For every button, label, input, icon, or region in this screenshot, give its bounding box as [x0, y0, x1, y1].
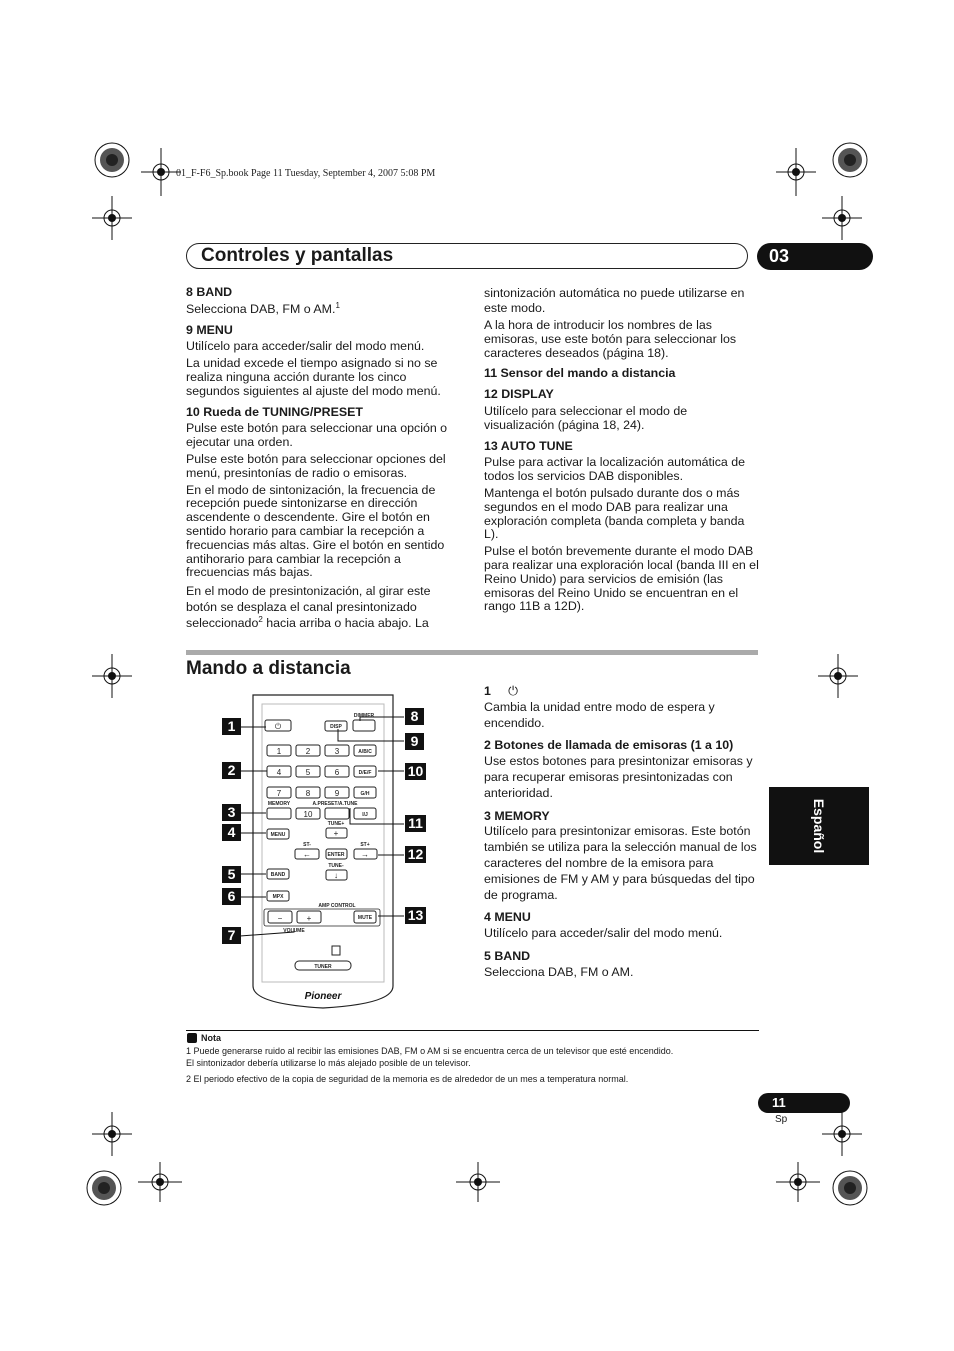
callout-leader-lines: [240, 700, 410, 940]
remote-key-10-label: 10: [303, 810, 313, 819]
svg-text:↓: ↓: [334, 871, 338, 880]
remote-memory-label: MEMORY: [267, 801, 291, 807]
remote-key-ij-label: I/J: [362, 812, 368, 818]
remote-amp-control-label: AMP CONTROL: [318, 903, 356, 909]
registration-mark-bottom-left: [82, 1160, 142, 1210]
remote-disp-label: DISP: [330, 724, 342, 730]
remote-tune-plus-label: TUNE+: [327, 821, 345, 827]
display-heading: 12 DISPLAY: [484, 387, 554, 402]
svg-text:←: ←: [303, 850, 311, 859]
crosshair-mark: [818, 654, 858, 698]
crosshair-mark: [822, 196, 862, 240]
callout-9: 9: [405, 733, 424, 750]
crosshair-mark: [776, 1162, 820, 1202]
remote-enter-label: ENTER: [327, 852, 345, 858]
autotune-heading: 13 AUTO TUNE: [484, 438, 573, 453]
callout-2: 2: [222, 762, 241, 779]
autotune-text: Pulse para activar la localización automática de todos los servicios DAB disponibles.: [484, 455, 746, 484]
remote-key-8-label: 8: [305, 789, 311, 798]
autotune-text: Pulse el botón brevemente durante el modo DAB para realizar una exploración local (banda III en el Reino Unido) para servicios de emisión (las emisoras del Reino Unido se encuentran en el rango 11B a 12D).: [484, 544, 759, 614]
remote-menu-label: MENU: [270, 832, 286, 838]
power-icon: ⏻: [508, 684, 518, 698]
remote-volume-label: VOLUME: [283, 928, 305, 934]
callout-11: 11: [405, 815, 426, 832]
file-info: 01_F-F6_Sp.book Page 11 Tuesday, September 4, 2007 5:08 PM: [176, 168, 436, 179]
remote-key-9-label: 9: [334, 789, 340, 798]
registration-mark-top-left: [82, 140, 142, 200]
crosshair-mark: [822, 1112, 862, 1156]
tuning-text: Pulse este botón para seleccionar opciones del menú, presintonías de radio o emisoras.: [186, 451, 446, 480]
registration-mark-bottom-right: [820, 1160, 880, 1210]
item-1-text: Cambia la unidad entre modo de espera y encendido.: [484, 699, 715, 730]
crosshair-mark: [92, 196, 132, 240]
item-4-text: Utilícelo para acceder/salir del modo menú.: [484, 926, 723, 941]
note-icon: [187, 1033, 197, 1043]
remote-key-4-label: 4: [276, 768, 282, 777]
continued-text: sintonización automática no puede utilizarse en este modo.: [484, 286, 745, 315]
remote-key-6-label: 6: [334, 768, 340, 777]
callout-10: 10: [405, 763, 426, 780]
callout-6: 6: [222, 888, 241, 905]
svg-text:⏻: ⏻: [274, 722, 282, 731]
remote-key-5-label: 5: [305, 768, 311, 777]
remote-brand-logo: Pioneer: [304, 991, 342, 1002]
section-rule: [186, 650, 758, 655]
callout-7: 7: [222, 927, 241, 944]
page-language: Sp: [775, 1114, 788, 1125]
band-heading: 8 BAND: [186, 285, 233, 299]
crosshair-mark: [456, 1162, 500, 1202]
remote-st-plus-label: ST+: [360, 842, 370, 848]
crosshair-mark: [92, 654, 132, 698]
note-text: [186, 1045, 673, 1085]
svg-text:→: →: [361, 850, 369, 859]
section-title: Mando a distancia: [186, 658, 351, 679]
left-column: [186, 286, 462, 631]
page-title: Controles y pantallas: [201, 245, 394, 266]
callout-8: 8: [405, 708, 424, 725]
note-1-cont: El sintonizador debería utilizarse lo más alejado posible de un televisor.: [186, 1058, 471, 1068]
remote-key-1-label: 1: [276, 747, 282, 756]
crosshair-mark: [141, 148, 181, 196]
callout-5: 5: [222, 866, 241, 883]
remote-mpx-label: MPX: [272, 894, 284, 900]
item-3-text: Utilícelo para presintonizar emisoras. Este botón también se utiliza para la selección manual de los caracteres del nombre de la emisora para emisiones de FM y AM y para búsquedas del tipo de programa.: [484, 824, 757, 902]
remote-apreset-label: A.PRESET/A.TUNE: [312, 801, 358, 807]
tuning-text: En el modo de sintonización, la frecuencia de recepción puede sintonizarse en dirección ascendente o descendente. Gire el botón en sentido horario para cambiar la recepción a frecuencias más altas. Gire el botón en sentido antihorario para cambiar la recepción a frecuencias más bajas.: [186, 482, 445, 580]
callout-1: 1: [222, 718, 241, 735]
callout-3: 3: [222, 804, 241, 821]
chapter-badge: 03: [757, 243, 873, 270]
svg-text:+: +: [333, 829, 339, 838]
menu-text: Utilícelo para acceder/salir del modo menú.: [186, 339, 425, 354]
tuning-text: Pulse este botón para seleccionar una opción o ejecutar una orden.: [186, 421, 448, 450]
callout-4: 4: [222, 824, 241, 841]
note-2: 2 El periodo efectivo de la copia de seguridad de la memoria es de alrededor de un mes a temperatura normal.: [186, 1074, 629, 1084]
language-tab-label: Español: [811, 798, 827, 854]
item-5-text: Selecciona DAB, FM o AM.: [484, 964, 634, 979]
crosshair-mark: [92, 1112, 132, 1156]
item-5-heading: 5 BAND: [484, 948, 531, 963]
tuning-heading: 10 Rueda de TUNING/PRESET: [186, 404, 363, 419]
item-2-heading: 2 Botones de llamada de emisoras (1 a 10): [484, 738, 734, 753]
callout-12: 12: [405, 846, 426, 863]
remote-tuner-label: TUNER: [314, 964, 332, 970]
note-1: 1 Puede generarse ruido al recibir las emisiones DAB, FM o AM si se encuentra cerca de un televisor que esté encendido.: [186, 1046, 674, 1056]
remote-key-7-label: 7: [276, 789, 282, 798]
menu-text: La unidad excede el tiempo asignado si no se realiza ninguna acción durante los cinco segundos siguientes al ajuste del modo menú.: [186, 356, 441, 398]
registration-mark-top-right: [820, 140, 880, 200]
right-column: [484, 286, 760, 614]
language-tab: [769, 787, 869, 865]
remote-mute-label: MUTE: [357, 915, 373, 921]
menu-heading: 9 MENU: [186, 322, 233, 337]
item-4-heading: 4 MENU: [484, 910, 531, 925]
note-rule: [186, 1030, 759, 1031]
remote-tune-minus-label: TUNE-: [328, 863, 344, 869]
item-1-heading: 1 ⏻: [484, 684, 518, 698]
note-title: Nota: [201, 1033, 221, 1043]
svg-text:−: −: [277, 914, 283, 923]
remote-key-2-label: 2: [305, 747, 311, 756]
band-text: Selecciona DAB, FM o AM.$^1$: [186, 300, 340, 316]
callout-13: 13: [405, 907, 426, 924]
sensor-heading: 11 Sensor del mando a distancia: [484, 366, 676, 381]
remote-key-3-label: 3: [334, 747, 340, 756]
remote-dimmer-label: DIMMER: [353, 713, 375, 719]
remote-item-list: [484, 684, 760, 981]
remote-key-abc-label: A/B/C: [358, 749, 372, 755]
remote-key-gh-label: G/H: [360, 791, 370, 797]
remote-key-def-label: D/E/F: [358, 770, 372, 776]
continued-text: A la hora de introducir los nombres de las emisoras, use este botón para seleccionar los caracteres deseados (página 18).: [484, 318, 737, 360]
display-text: Utilícelo para seleccionar el modo de visualización (página 18, 24).: [484, 403, 688, 432]
svg-text:+: +: [306, 914, 312, 923]
crosshair-mark: [776, 148, 816, 196]
tuning-text: En el modo de presintonización, al girar este botón se desplaza el canal presintonizado seleccionado$^2$ hacia arriba o hacia abajo. La: [186, 584, 431, 631]
item-2-text: Use estos botones para presintonizar emisoras y para recuperar emisoras presintonizadas con anterioridad.: [484, 754, 753, 800]
remote-band-label: BAND: [270, 872, 286, 878]
item-3-heading: 3 MEMORY: [484, 808, 550, 823]
autotune-text: Mantenga el botón pulsado durante dos o más segundos en el modo DAB para realizar una exploración completa (banda completa y banda L).: [484, 485, 745, 542]
crosshair-mark: [138, 1162, 182, 1202]
remote-st-minus-label: ST-: [303, 842, 311, 848]
page-number: 11: [758, 1093, 850, 1113]
